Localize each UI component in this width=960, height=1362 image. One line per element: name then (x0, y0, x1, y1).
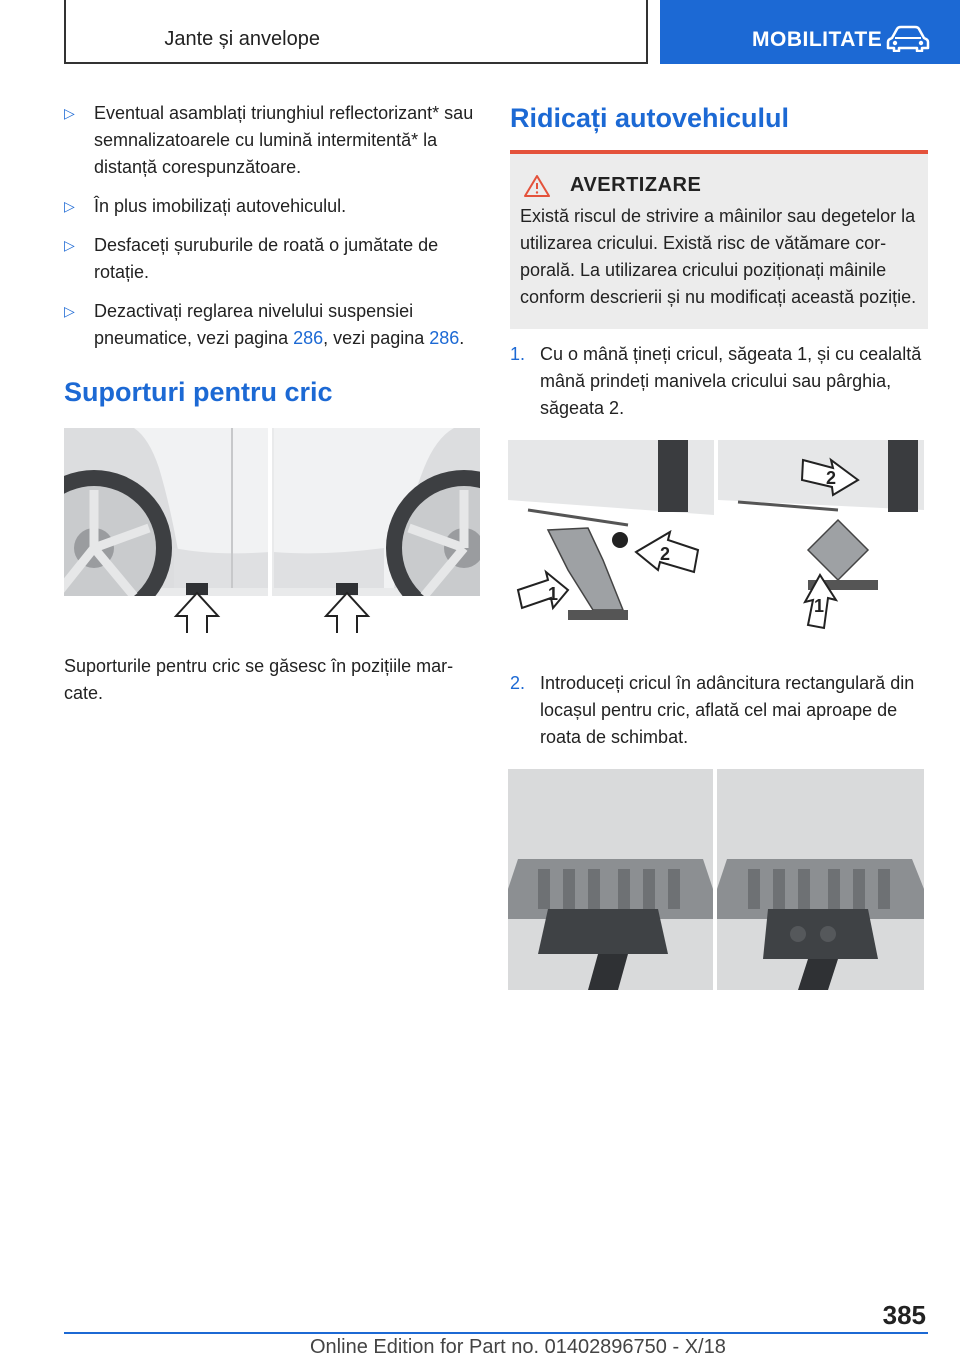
car-side-illustration (64, 428, 480, 633)
triangle-bullet-icon: ▷ (64, 303, 75, 319)
section-heading-jack-points: Suporturi pentru cric (64, 377, 333, 407)
left-column (64, 100, 480, 725)
list-item (510, 341, 928, 422)
list-item-text: Desfaceți șuruburile de roată o jumătate de rotație. (94, 235, 439, 282)
jack-usage-figure (508, 440, 924, 634)
bullet-list (64, 100, 480, 352)
list-item (510, 670, 928, 751)
page-number: 385 (882, 1300, 926, 1330)
list-item-text: Dezactivați reglarea nivelului suspensiei pneumatice, vezi pagina (94, 301, 414, 348)
arrow-label: 2 (826, 468, 837, 488)
triangle-bullet-icon: ▷ (64, 105, 75, 121)
step-number: 2. (510, 673, 526, 693)
list-item-text: . (459, 328, 465, 348)
jack-handling-illustration (508, 440, 924, 634)
list-item (64, 232, 480, 286)
steps-list (510, 341, 928, 422)
list-item (64, 100, 480, 181)
warning-box (510, 154, 928, 329)
list-item-text: În plus imobilizați autovehiculul. (94, 196, 347, 216)
list-item-text: Eventual asamblați triunghiul reflectorizant* sau semnalizatoarele cu lumină intermitentă* la distanță corespunzătoare. (94, 103, 474, 177)
arrow-label: 1 (814, 596, 825, 616)
step-text: Cu o mână țineți cricul, săgeata 1, și cu cealaltă mână prindeți manivela cricului sau pârghia, săgeata 2. (540, 344, 922, 418)
warning-text: Există riscul de strivire a mâinilor sau degetelor la utilizarea cricului. Există risc de vătămare corporală. La utilizarea cricului poziționați mâinile conform descrierii și nu modificați această poziție. (520, 206, 917, 307)
step-number: 1. (510, 344, 526, 364)
step-text: Introduceți cricul în adâncitura rectangulară din locașul pentru cric, aflată cel mai aproape de roata de schimbat. (540, 673, 915, 747)
jack-points-figure (64, 428, 480, 633)
chapter-tab-label: MOBILITATE (752, 28, 883, 51)
warning-title: AVERTIZARE (570, 174, 702, 196)
warning-triangle-icon (524, 174, 550, 198)
car-icon (886, 24, 930, 52)
right-column (510, 100, 928, 990)
jack-seat-figure (508, 769, 924, 990)
list-item-text: , vezi pagina (323, 328, 430, 348)
footer-edition-text: Online Edition for Part no. 01402896750 - X/18 (310, 1336, 726, 1358)
warning-header (520, 172, 918, 199)
triangle-bullet-icon: ▷ (64, 237, 75, 253)
list-item (64, 298, 480, 352)
page-link[interactable]: 286 (293, 328, 324, 348)
list-item (64, 193, 480, 220)
triangle-bullet-icon: ▷ (64, 198, 75, 214)
header-section-box (64, 0, 648, 64)
arrow-label: 1 (548, 584, 559, 604)
header-section-title: Jante și anvelope (164, 28, 320, 50)
footer-divider (64, 1332, 928, 1334)
jack-seat-illustration (508, 769, 924, 990)
page-link[interactable]: 286 (429, 328, 460, 348)
header-chapter-tab[interactable] (660, 0, 960, 64)
figure-caption: Suporturile pentru cric se găsesc în pozițiile marcate. (64, 656, 454, 703)
section-heading-raise-vehicle: Ridicați autovehiculul (510, 103, 790, 133)
arrow-label: 2 (660, 544, 671, 564)
steps-list (510, 670, 928, 751)
